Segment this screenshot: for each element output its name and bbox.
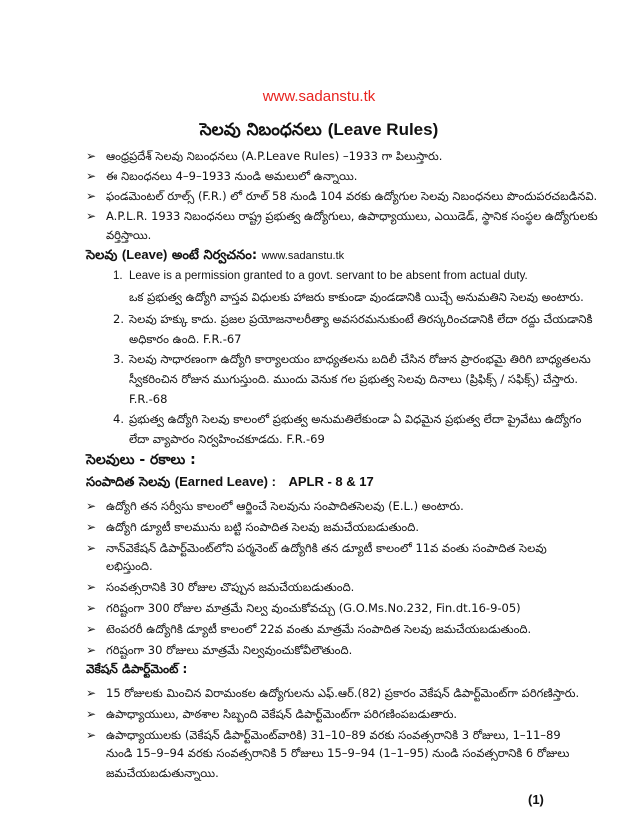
- intro-bullet: ➢ ఫండమెంటల్ రూల్స్ (F.R.) లో రూల్ 58 నుండి 104 వరకు ఉద్యోగుల సెలవు నిబంధనలు పొందుపరచబడినవి.: [86, 187, 597, 206]
- vacation-bullet: ➢ ఉపాధ్యాయులు, పాఠశాల సిబ్బంది వెకేషన్ డిపార్ట్‌మెంట్‌గా పరిగణింపబడుతారు.: [86, 705, 457, 724]
- earned-bullet: ➢ గరిష్టంగా 30 రోజులు మాత్రమే నిల్వవుంచుకోవీలౌతుంది.: [86, 641, 352, 660]
- arrow-bullet-icon: ➢: [86, 707, 97, 721]
- earned-bullet-continuation: లభిస్తుంది.: [106, 559, 153, 573]
- earned-bullet: ➢ సంవత్సరానికి 30 రోజుల చొప్పున జమచేయబడుతుంది.: [86, 578, 354, 597]
- arrow-bullet-icon: ➢: [86, 728, 97, 742]
- intro-bullet: ➢ A.P.L.R. 1933 నిబంధనలు రాష్ట్ర ప్రభుత్వ ఉద్యోగులు, ఉపాధ్యాయులు, ఎయిడెడ్, స్థానిక సంస్థల ఉద్యోగులకు: [86, 207, 598, 226]
- definition-url[interactable]: www.sadanstu.tk: [261, 250, 345, 262]
- definition-item-1: 1. Leave is a permission granted to a govt. servant to be absent from actual duty.: [113, 270, 528, 282]
- definition-item-1-line: ఒక ప్రభుత్వ ఉద్యోగి వాస్తవ విధులకు హాజరు కాకుండా వుండడానికి యిచ్చే అనుమతిని సెలవు అంటారు.: [129, 290, 584, 304]
- arrow-bullet-icon: ➢: [86, 541, 97, 555]
- definition-item-3: 3. సెలవు సాధారణంగా ఉద్యోగి కార్యాలయం బాధ్యతలను బదిలీ చేసిన రోజున ప్రారంభమై తిరిగి బాధ్యతలను: [113, 352, 591, 366]
- vacation-bullet-continuation: జమచేయబడుతున్నాయి.: [106, 766, 219, 780]
- definition-item-2-line: అధికారం ఉంది. F.R.-67: [129, 332, 242, 346]
- intro-bullet: ➢ ఆంధ్రప్రదేశ్ సెలవు నిబంధనలు (A.P.Leave Rules) –1933 గా పిలుస్తారు.: [86, 147, 442, 166]
- title-english: (Leave Rules): [327, 120, 439, 139]
- definition-heading: సెలవు (Leave) అంటే నిర్వచనం: www.sadanstu.tk: [86, 247, 345, 263]
- leave-types-heading: సెలవులు - రకాలు :: [86, 452, 196, 468]
- definition-item-3-line: F.R.-68: [129, 392, 168, 406]
- intro-bullet-continuation: వర్తిస్తాయి.: [106, 228, 152, 242]
- arrow-bullet-icon: ➢: [86, 499, 97, 513]
- definition-item-4-line: లేదా వ్యాపారం నిర్వహించకూడదు. F.R.-69: [129, 432, 325, 446]
- earned-bullet: ➢ నాన్‌వెకేషన్ డిపార్ట్‌మెంట్‌లోని పర్మనెంట్ ఉద్యోగికి తన డ్యూటీ కాలంలో 11వ వంతు సంపాదిత సెలవు: [86, 539, 547, 558]
- arrow-bullet-icon: ➢: [86, 209, 97, 223]
- definition-item-3-line: స్వీకరించిన రోజున ముగుస్తుంది. ముందు వెనుక గల ప్రభుత్వ సెలవు దినాలు (ప్రిఫిక్స్ / సఫిక్స్) చేస్తారు.: [129, 372, 579, 386]
- intro-bullet: ➢ ఈ నిబంధనలు 4–9–1933 నుండి అమలులో ఉన్నాయి.: [86, 167, 357, 186]
- earned-bullet: ➢ ఉద్యోగి డ్యూటీ కాలమును బట్టి సంపాదిత సెలవు జమచేయబడుతుంది.: [86, 518, 419, 537]
- vacation-bullet: ➢ 15 రోజులకు మించిన విరామంకల ఉద్యోగులను ఎఫ్.ఆర్.(82) ప్రకారం వెకేషన్ డిపార్ట్‌మెంట్‌గా పరిగణిస్తారు.: [86, 684, 579, 703]
- definition-item-2: 2. సెలవు హక్కు కాదు. ప్రజల ప్రయోజనాలరీత్యా అవసరమనుకుంటే తిరస్కరించడానికి లేదా రద్దు చేయడానికి: [113, 312, 593, 326]
- earned-bullet: ➢ టెంపరరీ ఉద్యోగికి డ్యూటీ కాలంలో 22వ వంతు మాత్రమే సంపాదిత సెలవు జమచేయబడుతుంది.: [86, 620, 531, 639]
- site-url[interactable]: www.sadanstu.tk: [262, 88, 376, 105]
- arrow-bullet-icon: ➢: [86, 520, 97, 534]
- title-telugu: సెలవు నిబంధనలు: [199, 120, 322, 140]
- earned-leave-heading: సంపాదిత సెలవు (Earned Leave) : APLR - 8 & 17: [86, 474, 374, 490]
- page-number: (1): [528, 792, 544, 807]
- earned-bullet: ➢ గరిష్టంగా 300 రోజుల మాత్రమే నిల్వ వుంచుకోవచ్చు (G.O.Ms.No.232, Fin.dt.16-9-05): [86, 599, 521, 618]
- vacation-heading: వెకేషన్ డిపార్ట్‌మెంట్ :: [86, 662, 188, 676]
- arrow-bullet-icon: ➢: [86, 169, 97, 183]
- vacation-bullet-continuation: నుండి 15–9–94 వరకు సంవత్సరానికి 5 రోజులు 15–9–94 (1–1–95) నుండి సంవత్సరానికి 6 రోజులు: [106, 746, 570, 760]
- arrow-bullet-icon: ➢: [86, 686, 97, 700]
- definition-item-4: 4. ప్రభుత్వ ఉద్యోగి సెలవు కాలంలో ప్రభుత్వ అనుమతిలేకుండా ఏ విధమైన ప్రభుత్వ లేదా ప్రైవేటు ఉద్యోగం: [113, 412, 582, 426]
- arrow-bullet-icon: ➢: [86, 580, 97, 594]
- page-title: [0, 120, 638, 144]
- arrow-bullet-icon: ➢: [86, 601, 97, 615]
- arrow-bullet-icon: ➢: [86, 189, 97, 203]
- arrow-bullet-icon: ➢: [86, 643, 97, 657]
- arrow-bullet-icon: ➢: [86, 149, 97, 163]
- earned-bullet: ➢ ఉద్యోగి తన సర్వీసు కాలంలో ఆర్జించే సెలవును సంపాదితసెలవు (E.L.) అంటారు.: [86, 497, 464, 516]
- arrow-bullet-icon: ➢: [86, 622, 97, 636]
- vacation-bullet: ➢ ఉపాధ్యాయులకు (వెకేషన్ డిపార్ట్‌మెంట్‌వారికి) 31–10–89 వరకు సంవత్సరానికి 3 రోజులు, 1–11–89: [86, 726, 561, 745]
